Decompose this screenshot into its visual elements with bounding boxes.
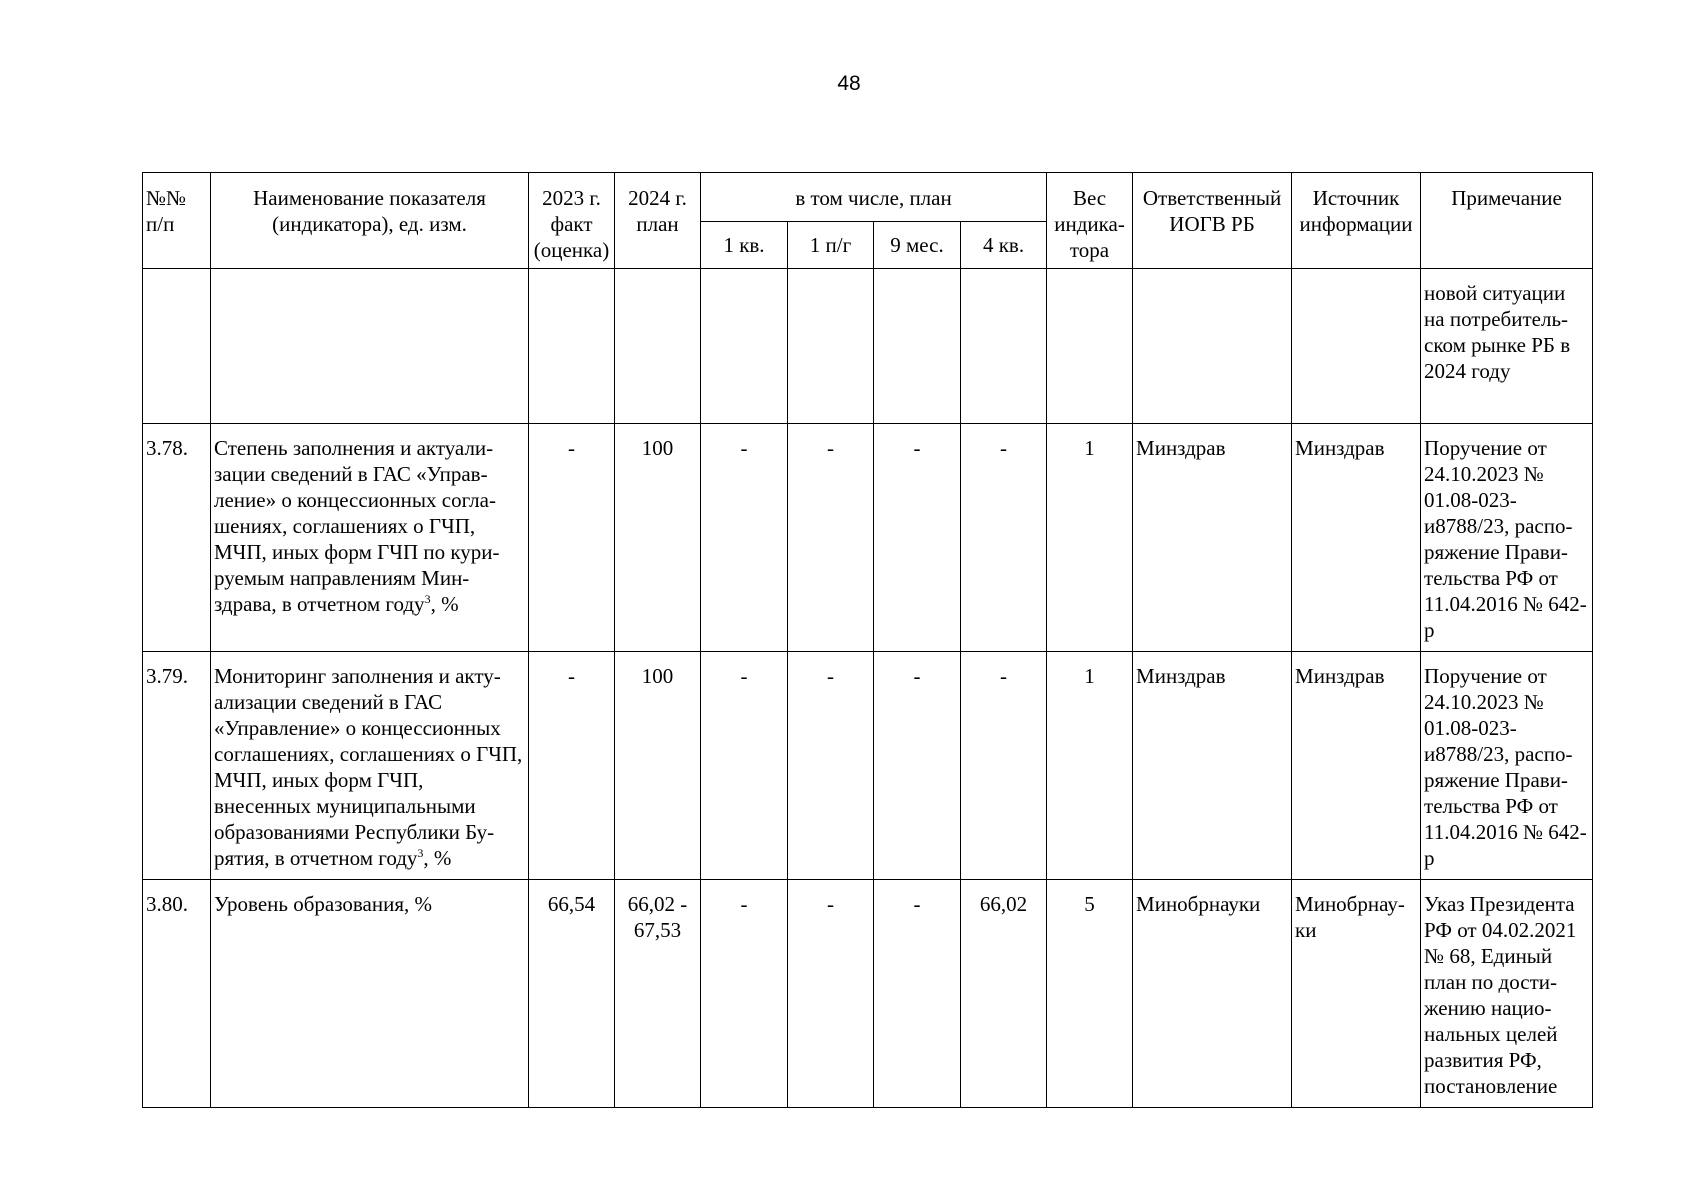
cell-fact-2023: - [529, 652, 615, 880]
header-fact-2023: 2023 г. факт (оценка) [529, 173, 615, 269]
cell-q1 [701, 269, 788, 424]
header-note: Примечание [1421, 173, 1593, 269]
cell-name-unit: , % [430, 592, 459, 616]
cell-source: Минобрнау-ки [1292, 880, 1421, 1108]
cell-note: Указ Президента РФ от 04.02.2021 № 68, Единый план по дости-жению нацио-нальных целей развития РФ, постановление [1421, 880, 1593, 1108]
cell-h1: - [788, 424, 874, 652]
cell-plan-2024: 100 [615, 424, 701, 652]
table-row [143, 424, 1593, 652]
cell-q1: - [701, 652, 788, 880]
cell-note: Поручение от 24.10.2023 № 01.08-023-и8788/23, распо-ряжение Прави-тельства РФ от 11.04.2016 № 642-р [1421, 652, 1593, 880]
cell-num [143, 269, 211, 424]
header-h1: 1 п/г [788, 222, 874, 269]
cell-responsible: Минздрав [1133, 652, 1292, 880]
cell-q1: - [701, 880, 788, 1108]
cell-name-text: Уровень образования, % [214, 892, 432, 916]
cell-weight [1047, 269, 1133, 424]
table-row [143, 652, 1593, 880]
table-row [143, 269, 1593, 424]
header-q1: 1 кв. [701, 222, 788, 269]
cell-q1: - [701, 424, 788, 652]
header-name: Наименование показателя (индикатора), ед. изм. [211, 173, 529, 269]
cell-weight: 1 [1047, 652, 1133, 880]
cell-9m: - [874, 424, 961, 652]
cell-responsible [1133, 269, 1292, 424]
header-num: №№ п/п [143, 173, 211, 269]
cell-9m: - [874, 880, 961, 1108]
cell-h1: - [788, 652, 874, 880]
cell-num: 3.78. [143, 424, 211, 652]
cell-weight: 1 [1047, 424, 1133, 652]
header-q4: 4 кв. [961, 222, 1047, 269]
cell-plan-2024 [615, 269, 701, 424]
cell-weight: 5 [1047, 880, 1133, 1108]
cell-name [211, 880, 529, 1108]
cell-responsible: Минобрнауки [1133, 880, 1292, 1108]
cell-name [211, 269, 529, 424]
cell-num: 3.80. [143, 880, 211, 1108]
cell-source: Минздрав [1292, 652, 1421, 880]
header-source: Источник информации [1292, 173, 1421, 269]
header-responsible: Ответственный ИОГВ РБ [1133, 173, 1292, 269]
cell-q4 [961, 269, 1047, 424]
cell-name-text: Степень заполнения и актуали-зации сведений в ГАС «Управ-ление» о концессионных согла-шениях, соглашениях о ГЧП, МЧП, иных форм ГЧП по кури-руемым направлениям Мин-здрава, в отчетном году [214, 436, 500, 616]
header-incl-plan: в том числе, план [701, 173, 1047, 222]
header-weight: Вес индика-тора [1047, 173, 1133, 269]
cell-name [211, 424, 529, 652]
indicators-table [142, 172, 1593, 1108]
footnote-ref: 3 [424, 592, 431, 606]
page-number: 48 [837, 72, 861, 95]
cell-q4: - [961, 424, 1047, 652]
cell-name-unit: , % [423, 846, 452, 870]
footnote-ref: 3 [417, 846, 424, 860]
cell-num: 3.79. [143, 652, 211, 880]
header-9m: 9 мес. [874, 222, 961, 269]
cell-responsible: Минздрав [1133, 424, 1292, 652]
cell-q4: - [961, 652, 1047, 880]
header-plan-2024: 2024 г. план [615, 173, 701, 269]
cell-name [211, 652, 529, 880]
cell-9m [874, 269, 961, 424]
table-row [143, 880, 1593, 1108]
cell-fact-2023 [529, 269, 615, 424]
cell-source [1292, 269, 1421, 424]
cell-fact-2023: 66,54 [529, 880, 615, 1108]
cell-q4: 66,02 [961, 880, 1047, 1108]
cell-h1: - [788, 880, 874, 1108]
cell-h1 [788, 269, 874, 424]
cell-fact-2023: - [529, 424, 615, 652]
cell-source: Минздрав [1292, 424, 1421, 652]
cell-plan-2024: 100 [615, 652, 701, 880]
cell-plan-2024: 66,02 - 67,53 [615, 880, 701, 1108]
cell-9m: - [874, 652, 961, 880]
cell-name-text: Мониторинг заполнения и акту-ализации сведений в ГАС «Управление» о концессионных соглашениях, соглашениях о ГЧП, МЧП, иных форм ГЧП, внесенных муниципальными образованиями Республики Бу-рятия, в отчетном году [214, 664, 523, 870]
cell-note: Поручение от 24.10.2023 № 01.08-023-и8788/23, распо-ряжение Прави-тельства РФ от 11.04.2016 № 642-р [1421, 424, 1593, 652]
cell-note: новой ситуации на потребитель-ском рынке РБ в 2024 году [1421, 269, 1593, 424]
